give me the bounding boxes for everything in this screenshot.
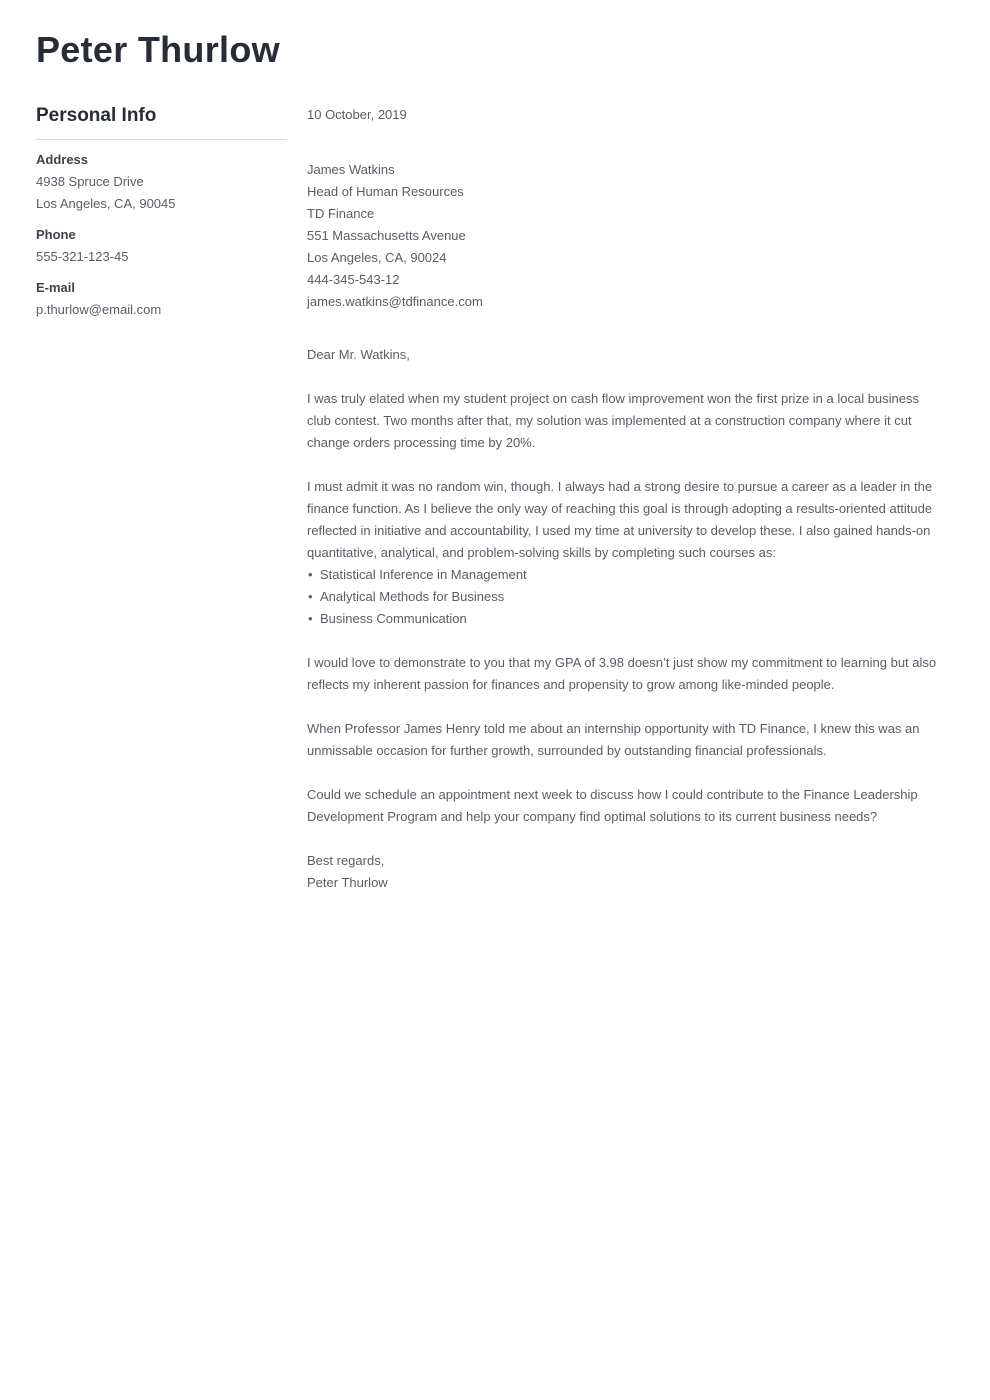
recipient-email: james.watkins@tdfinance.com — [307, 294, 483, 309]
sidebar-title: Personal Info — [36, 104, 286, 140]
course-item: • Business Communication — [307, 608, 946, 630]
recipient-job-title: Head of Human Resources — [307, 184, 464, 199]
phone-label: Phone — [36, 227, 76, 242]
sidebar-section-phone — [36, 224, 286, 268]
email-label: E-mail — [36, 280, 76, 295]
page-title: Peter Thurlow — [36, 29, 280, 70]
content-columns — [36, 104, 946, 894]
sidebar-section-email — [36, 277, 286, 321]
course-item: • Statistical Inference in Management — [307, 564, 946, 586]
recipient-city: Los Angeles, CA, 90024 — [307, 250, 447, 265]
recipient-block — [307, 159, 946, 313]
recipient-company: TD Finance — [307, 206, 375, 221]
closing-phrase: Best regards, — [307, 853, 385, 868]
recipient-street: 551 Massachusetts Avenue — [307, 228, 466, 243]
closing-block — [307, 850, 946, 894]
signature-name: Peter Thurlow — [307, 875, 388, 890]
personal-info-sidebar — [36, 104, 286, 321]
address-line: 4938 Spruce Drive — [36, 174, 144, 189]
address-label: Address — [36, 152, 89, 167]
paragraph-gpa: I would love to demonstrate to you that my GPA of 3.98 doesn’t just show my commitment to learning but also reflects my inherent passion for finances and propensity to grow among like-minded people. — [307, 655, 937, 692]
paragraph-skills: I must admit it was no random win, though. I always had a strong desire to pursue a career as a leader in the finance function. As I believe the only way of reaching this goal is through adopting a results-oriented attitude reflected in initiative and accountability, I used my time at university to develop these. I also gained hands-on quantitative, analytical, and problem-solving skills by completing such courses as: — [307, 479, 933, 560]
paragraph-achievement: I was truly elated when my student project on cash flow improvement won the first prize in a local business club contest. Two months after that, my solution was implemented at a construction company where it cut change orders processing time by 20%. — [307, 391, 920, 450]
sidebar-section-address — [36, 149, 286, 215]
salutation: Dear Mr. Watkins, — [307, 347, 410, 362]
recipient-name: James Watkins — [307, 162, 395, 177]
letter-body — [307, 104, 946, 894]
email-value: p.thurlow@email.com — [36, 302, 162, 317]
paragraph-call-to-action: Could we schedule an appointment next week to discuss how I could contribute to the Finance Leadership Development Program and help your company find optimal solutions to its current business needs? — [307, 787, 918, 824]
recipient-phone: 444-345-543-12 — [307, 272, 400, 287]
paragraph-internship: When Professor James Henry told me about an internship opportunity with TD Finance, I knew this was an unmissable occasion for further growth, surrounded by outstanding financial professionals. — [307, 721, 920, 758]
phone-value: 555-321-123-45 — [36, 249, 129, 264]
address-line: Los Angeles, CA, 90045 — [36, 196, 176, 211]
course-item: • Analytical Methods for Business — [307, 586, 946, 608]
course-list — [307, 564, 946, 630]
letter-date: 10 October, 2019 — [307, 107, 407, 122]
